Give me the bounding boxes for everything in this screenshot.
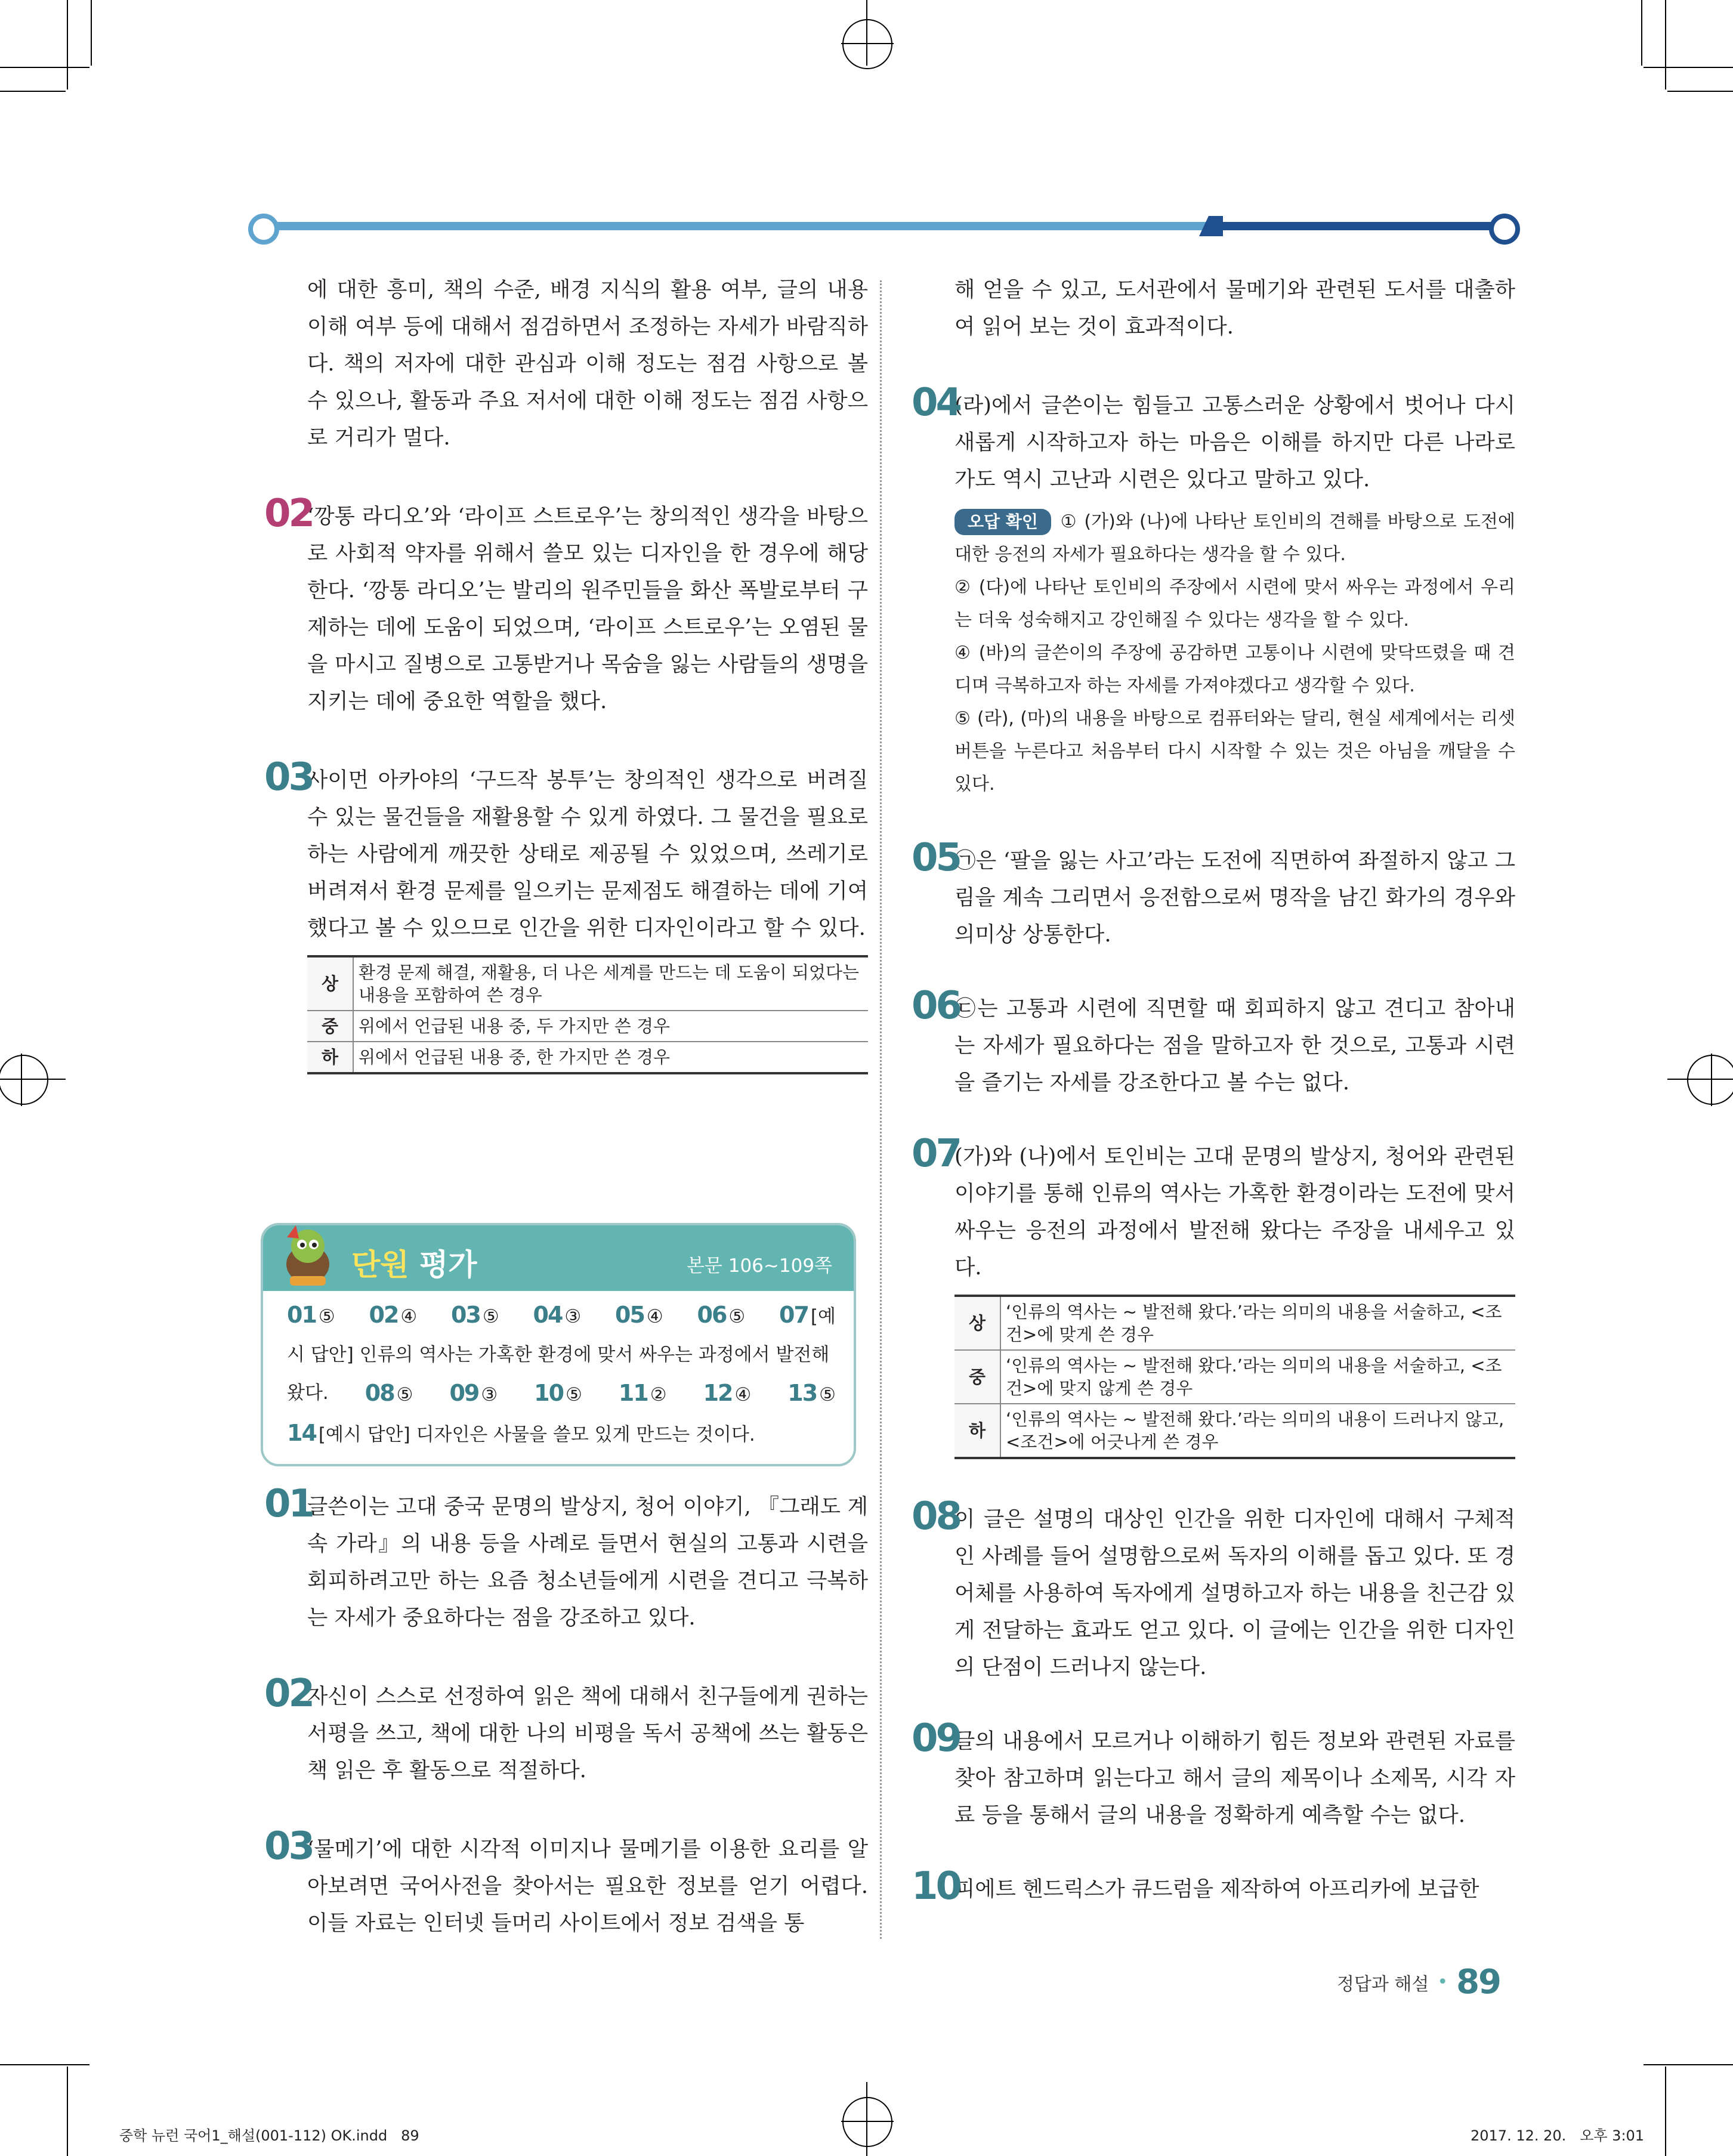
answer-choice: ④ [646, 1306, 663, 1327]
answer-entry [615, 1296, 663, 1336]
answer-item-03 [264, 755, 868, 947]
rubric-desc: ‘인류의 역사는 ~ 발전해 왔다.’라는 의미의 내용을 서술하고, <조건>에 맞게 쓴 경우 [1000, 1296, 1515, 1350]
unit-eval-header [263, 1225, 854, 1291]
item-text: ㉠은 ‘팔을 잃는 사고’라는 도전에 직면하여 좌절하지 않고 그림을 계속 그리면서 응전함으로써 명작을 남긴 화가의 경우와 의미상 상통한다. [954, 848, 1515, 947]
rubric-grade: 중 [954, 1350, 1000, 1404]
eval-item-07 [912, 1132, 1515, 1286]
rubric-desc: ‘인류의 역사는 ~ 발전해 왔다.’라는 의미의 내용을 서술하고, <조건>에 맞지 않게 쓴 경우 [1000, 1350, 1515, 1404]
page-footer [1337, 1963, 1500, 2001]
item-number: 04 [912, 381, 960, 425]
answer-entry [703, 1374, 752, 1414]
item-number: 06 [912, 984, 960, 1028]
intro-text: 에 대한 흥미, 책의 수준, 배경 지식의 활용 여부, 글의 내용 이해 여부 등에 대해서 점검하면서 조정하는 자세가 바람직하다. 책의 저자에 대한 관심과 이해 정도는 점검 사항으로 볼 수 있으나, 활동과 주요 저서에 대한 이해 정도는 점검 사항으로 거리가 멀다. [307, 277, 868, 450]
item-text: 피에트 헨드릭스가 큐드럼을 제작하여 아프리카에 보급한 [954, 1877, 1479, 1901]
answer-line-4 [287, 1414, 836, 1454]
answer-number: 01 [287, 1302, 316, 1328]
slug-right: 2017. 12. 20. 오후 3:01 [1471, 2127, 1645, 2144]
answer-choice: ⑤ [318, 1306, 335, 1327]
unit-eval-answers [287, 1296, 836, 1454]
item-text: ㉢는 고통과 시련에 직면할 때 회피하지 않고 견디고 참아내는 자세가 필요하다는 점을 말하고자 한 것으로, 고통과 시련을 즐기는 자세를 강조한다고 볼 수는 없다. [954, 996, 1515, 1095]
eval-item-05 [912, 836, 1515, 953]
answer-choice: ⑤ [482, 1306, 499, 1327]
rubric-table-right [913, 1295, 1515, 1459]
item-text: 글쓴이는 고대 중국 문명의 발상지, 청어 이야기, 『그래도 계속 가라』의 내용 등을 사례로 들면서 현실의 고통과 시련을 회피하려고만 하는 요즘 청소년들에게 시련을 견디고 극복하는 자세가 중요하다는 점을 강조하고 있다. [307, 1494, 868, 1630]
rubric-desc: 환경 문제 해결, 재활용, 더 나은 세계를 만드는 데 도움이 되었다는 내용을 포함하여 쓴 경우 [353, 956, 868, 1011]
answer-number: 07 [779, 1302, 808, 1328]
rubric-row [307, 956, 868, 1011]
rubric-row [954, 1404, 1515, 1458]
item-number: 03 [264, 1824, 313, 1868]
column-divider [880, 280, 882, 1939]
answer-number: 12 [703, 1380, 733, 1406]
item-number: 07 [912, 1132, 960, 1176]
answer-choice: ④ [734, 1384, 752, 1406]
eval-item-02 [264, 1672, 868, 1789]
wrong-check-line [954, 505, 1515, 571]
rubric-row [307, 1042, 868, 1073]
answer-number: 04 [533, 1302, 563, 1328]
answer-choice: ⑤ [566, 1384, 582, 1406]
eval-item-06 [912, 984, 1515, 1101]
item-text: 자신이 스스로 선정하여 읽은 책에 대해서 친구들에게 권하는 서평을 쓰고, 책에 대한 나의 비평을 독서 공책에 쓰는 활동은 책 읽은 후 활동으로 적절하다. [307, 1684, 868, 1783]
answer-number: 09 [449, 1380, 479, 1406]
answer-line-4-text: [예시 답안] 디자인은 사물을 쓸모 있게 만드는 것이다. [318, 1424, 755, 1445]
answer-entry [697, 1296, 746, 1336]
eval-item-10 [912, 1864, 1515, 1908]
item-text: ‘깡통 라디오’와 ‘라이프 스트로우’는 창의적인 생각을 바탕으로 사회적 약자를 위해서 쓸모 있는 디자인을 한 경우에 해당한다. ‘깡통 라디오’는 발리의 원주민들을 화산 폭발로부터 구제하는 데에 도움이 되었으며, ‘라이프 스트로우’는 오염된 물을 마시고 질병으로 고통받거나 목숨을 잃는 사람들의 생명을 지키는 데에 중요한 역할을 했다. [307, 504, 868, 713]
wrong-check-badge: 오답 확인 [954, 509, 1051, 535]
item-number: 09 [912, 1716, 960, 1760]
answer-number: 11 [618, 1380, 648, 1406]
rubric-row [307, 1011, 868, 1042]
answer-choice: [예 [810, 1306, 836, 1327]
left-column [265, 271, 868, 1074]
item-number: 02 [264, 1672, 313, 1716]
item-number: 08 [912, 1494, 960, 1539]
answer-line-3 [287, 1374, 836, 1414]
item-text: 사이먼 아카야의 ‘구드작 봉투’는 창의적인 생각으로 버려질 수 있는 물건들을 재활용할 수 있게 하였다. 그 물건을 필요로 하는 사람에게 깨끗한 상태로 제공될 수 있었으며, 쓰레기로 버려져서 환경 문제를 일으키는 문제점도 해결하는 데에 기여했다고 볼 수 있으므로 인간을 위한 디자인이라고 할 수 있다. [307, 768, 868, 940]
rubric-row [954, 1350, 1515, 1404]
answer-number: 06 [697, 1302, 727, 1328]
answer-entry [533, 1296, 582, 1336]
eval-item-04 [912, 381, 1515, 498]
item-text: ‘물메기’에 대한 시각적 이미지나 물메기를 이용한 요리를 알아보려면 국어사전을 찾아서는 필요한 정보를 얻기 어렵다. 이들 자료는 인터넷 들머리 사이트에서 정보 검색을 통 [307, 1837, 868, 1935]
right-intro [913, 271, 1515, 345]
answer-entry [369, 1296, 418, 1336]
answer-choice: ② [650, 1384, 667, 1406]
rubric-grade: 하 [954, 1404, 1000, 1458]
page-number: 89 [1456, 1963, 1500, 2001]
mascot-icon [275, 1219, 341, 1291]
answer-entry [619, 1374, 667, 1414]
wrong-check-line: ⑤ (라), (마)의 내용을 바탕으로 컴퓨터와는 달리, 현실 세계에서는 리셋 버튼을 누른다고 처음부터 다시 시작할 수 있는 것은 아님을 깨달을 수 있다. [954, 708, 1515, 795]
rubric-desc: 위에서 언급된 내용 중, 두 가지만 쓴 경우 [353, 1011, 868, 1042]
rubric-grade: 상 [307, 956, 353, 1011]
answer-entry [365, 1374, 413, 1414]
wrong-check-text: ① (가)와 (나)에 나타난 토인비의 견해를 바탕으로 도전에 대한 응전의 자세가 필요하다는 생각을 할 수 있다. [954, 511, 1515, 565]
unit-eval-pages: 본문 106~109쪽 [686, 1255, 832, 1277]
answer-line-1 [287, 1296, 836, 1336]
item-number: 01 [264, 1482, 313, 1526]
answer-number: 13 [787, 1380, 817, 1406]
wrong-answer-check [913, 505, 1515, 801]
answer-choice: ⑤ [819, 1384, 836, 1406]
answer-entry [287, 1296, 335, 1336]
answer-choice: ⑤ [728, 1306, 746, 1327]
answer-entry [534, 1374, 582, 1414]
left-column-lower [264, 1482, 868, 1942]
intro-text: 해 얻을 수 있고, 도서관에서 물메기와 관련된 도서를 대출하여 읽어 보는 것이 효과적이다. [954, 277, 1515, 339]
unit-eval-title-a: 단원 [351, 1247, 409, 1282]
item-number: 02 [264, 492, 313, 536]
unit-eval-box [261, 1223, 856, 1466]
unit-eval-title-b: 평가 [419, 1247, 477, 1282]
answer-number: 10 [534, 1380, 564, 1406]
footer-section: 정답과 해설 [1336, 1973, 1429, 1995]
answer-choice: ⑤ [396, 1384, 413, 1406]
item-text: 글의 내용에서 모르거나 이해하기 힘든 정보와 관련된 자료를 찾아 참고하며 읽는다고 해서 글의 제목이나 소제목, 시각 자료 등을 통해서 글의 내용을 정확하게 예측할 수는 없다. [954, 1729, 1515, 1827]
item-number: 10 [912, 1864, 960, 1908]
slug-left: 중학 뉴런 국어1_해설(001-112) OK.indd 89 [119, 2127, 419, 2144]
rubric-desc: 위에서 언급된 내용 중, 한 가지만 쓴 경우 [353, 1042, 868, 1073]
answer-line-3-prefix: 왔다. [287, 1382, 329, 1404]
item-text: (가)와 (나)에서 토인비는 고대 문명의 발상지, 청어와 관련된 이야기를 통해 인류의 역사는 가혹한 환경이라는 도전에 맞서 싸우는 응전의 과정에서 발전해 왔다는 주장을 내세우고 있다. [954, 1144, 1515, 1280]
footer-bullet: • [1437, 1972, 1448, 1993]
answer-number: 05 [615, 1302, 644, 1328]
item-text: (라)에서 글쓴이는 힘들고 고통스러운 상황에서 벗어나 다시 새롭게 시작하고자 하는 마음은 이해를 하지만 다른 나라로 가도 역시 고난과 시련은 있다고 말하고 있다. [954, 393, 1515, 492]
answer-choice: ④ [400, 1306, 418, 1327]
answer-entry [449, 1374, 498, 1414]
rubric-grade: 중 [307, 1011, 353, 1042]
left-intro [265, 271, 868, 456]
answer-item-02 [264, 492, 868, 720]
answer-choice: ③ [564, 1306, 582, 1327]
answer-number: 02 [369, 1302, 399, 1328]
answer-entry [451, 1296, 499, 1336]
rubric-grade: 상 [954, 1296, 1000, 1350]
answer-line-2: 시 답안] 인류의 역사는 가혹한 환경에 맞서 싸우는 과정에서 발전해 [287, 1344, 830, 1366]
eval-item-08 [912, 1494, 1515, 1686]
eval-item-03 [264, 1824, 868, 1942]
item-number: 05 [912, 836, 960, 880]
rubric-grade: 하 [307, 1042, 353, 1073]
answer-choice: ③ [481, 1384, 498, 1406]
answer-number: 03 [451, 1302, 480, 1328]
rubric-desc: ‘인류의 역사는 ~ 발전해 왔다.’라는 의미의 내용이 드러나지 않고, <조건>에 어긋나게 쓴 경우 [1000, 1404, 1515, 1458]
eval-item-01 [264, 1482, 868, 1636]
answer-number: 14 [287, 1420, 316, 1446]
wrong-check-line: ④ (바)의 글쓴이의 주장에 공감하면 고통이나 시련에 맞닥뜨렸을 때 견디며 극복하고자 하는 자세를 가져야겠다고 생각할 수 있다. [954, 643, 1515, 696]
right-column [913, 271, 1515, 1908]
answer-entry [779, 1296, 836, 1336]
rubric-table-left [265, 955, 868, 1074]
answer-entry [787, 1374, 836, 1414]
eval-item-09 [912, 1716, 1515, 1834]
answer-number: 08 [364, 1380, 394, 1406]
item-number: 03 [264, 755, 313, 799]
item-text: 이 글은 설명의 대상인 인간을 위한 디자인에 대해서 구체적인 사례를 들어 설명함으로써 독자의 이해를 돕고 있다. 또 경어체를 사용하여 독자에게 설명하고자 하는 내용을 친근감 있게 전달하는 효과도 얻고 있다. 이 글에는 인간을 위한 디자인의 단점이 드러나지 않는다. [954, 1507, 1515, 1679]
rubric-row [954, 1296, 1515, 1350]
wrong-check-line: ② (다)에 나타난 토인비의 주장에서 시련에 맞서 싸우는 과정에서 우리는 더욱 성숙해지고 강인해질 수 있다는 생각을 할 수 있다. [954, 577, 1515, 631]
